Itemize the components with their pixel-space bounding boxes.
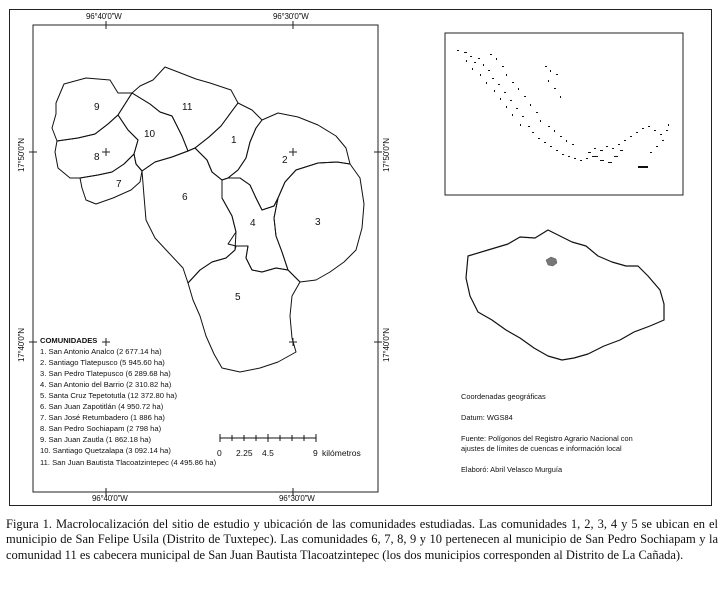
label-community-10: 10 [144,129,156,140]
legend-item: 1. San Antonio Analco (2 677.14 ha) [40,347,162,357]
legend-item: 5. Santa Cruz Tepetotutla (12 372.80 ha) [40,391,178,401]
legend-title: COMUNIDADES [40,336,98,345]
community-2-polygon [228,113,350,210]
coord-right-top: 17°50'0"N [382,138,391,172]
credits-source-line1: Fuente: Polígonos del Registro Agrario Nacional con [461,434,633,443]
study-area-highlight [546,257,557,266]
legend-item: 3. San Pedro Tlatepusco (6 289.68 ha) [40,369,171,379]
label-community-9: 9 [94,102,100,113]
label-community-5: 5 [235,292,241,303]
coord-left-top: 17°50'0"N [17,138,26,172]
legend-item: 11. San Juan Bautista Tlacoatzintepec (4 495.86 ha) [40,457,217,467]
credits-source-line2: ajustes de límites de cuencas e información local [461,444,622,453]
label-community-11: 11 [182,102,193,113]
scale-bar [220,434,316,442]
label-community-7: 7 [116,179,122,190]
coord-bottom-left: 96°40'0"W [92,494,128,503]
label-community-8: 8 [94,152,100,163]
legend-item: 8. San Pedro Sochiapam (2 798 ha) [40,424,162,434]
community-7-polygon [80,154,142,204]
scale-tick-4-5: 4.5 [262,448,274,458]
legend [40,335,216,468]
coord-bottom-right: 96°30'0"W [279,494,315,503]
community-1-polygon [195,103,262,180]
label-community-6: 6 [182,192,188,203]
legend-item: 4. San Antonio del Barrio (2 310.82 ha) [40,380,172,390]
coord-top-left: 96°40'0"W [86,12,122,21]
coord-top-right: 96°30'0"W [273,12,309,21]
community-6-polygon [142,148,236,283]
scale-tick-0: 0 [217,448,222,458]
legend-item: 7. San José Retumbadero (1 886 ha) [40,413,165,423]
legend-item: 2. Santiago Tlatepusco (5 945.60 ha) [40,358,165,368]
mexico-inset-map [457,50,669,168]
oaxaca-state-outline [466,230,664,360]
label-community-2: 2 [282,155,288,166]
figure-caption: Figura 1. Macrolocalización del sitio de estudio y ubicación de las comunidades estudiadas. Las comunidades 1, 2, 3, 4 y 5 se ubican en el municipio de San Felipe Usila (Distrito de Tuxtepec). Las comunidades 6, 7, 8, 9 y 10 pertenecen al municipio de San Pedro Sochiapam y la comunidad 11 es cabecera municipal de San Juan Bautista Tlacoatzintepec (los dos municipios corresponden al Distrito de La Cañada). [6,517,718,562]
credits-coordinates: Coordenadas geográficas [461,392,546,401]
graticule-crosses [102,148,297,346]
credits-datum: Datum: WGS84 [461,413,513,422]
credits-author: Elaboró: Abril Velasco Murguía [461,465,563,474]
legend-item: 10. Santiago Quetzalapa (3 092.14 ha) [40,446,171,456]
scale-unit: kilómetros [322,448,361,458]
legend-item: 6. San Juan Zapotitlán (4 950.72 ha) [40,402,164,412]
coord-left-bottom: 17°40'0"N [17,328,26,362]
coord-right-bottom: 17°40'0"N [382,328,391,362]
label-community-3: 3 [315,217,321,228]
mexico-inset-frame [445,33,683,195]
scale-tick-9: 9 [313,448,318,458]
community-9-polygon [52,78,132,141]
label-community-1: 1 [231,135,237,146]
scale-tick-2-25: 2.25 [236,448,253,458]
label-community-4: 4 [250,218,256,229]
legend-item: 9. San Juan Zautla (1 862.18 ha) [40,435,152,445]
community-8-polygon [55,115,138,178]
